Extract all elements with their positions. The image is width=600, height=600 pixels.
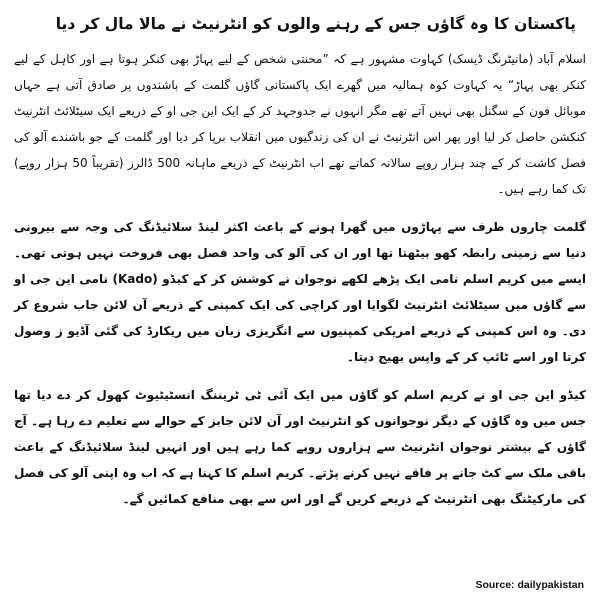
source-credit: Source: dailypakistan: [475, 579, 584, 591]
article-paragraph-3: کیڈو این جی او نے کریم اسلم کو گاؤں میں ایک آئی ٹی ٹریننگ انسٹیٹیوٹ کھول کر دے دیا تھا جس میں وہ گاؤں کے دیگر نوجوانوں کو انٹرنیٹ اور آن لائن جابز کے حوالے سے تعلیم دے رہا ہے۔ آج گاؤں کے بیشتر نوجوان انٹرنیٹ سے ہزاروں روپے کما رہے ہیں اور انہیں لینڈ سلائیڈنگ کے باعث باقی ملک سے کٹ جانے پر فاقے نہیں کرنے پڑتے۔ کریم اسلم کا کہنا ہے کہ اب وہ اپنی آلو کی فصل کی مارکیٹنگ بھی انٹرنیٹ کے ذریعے کریں گے اور اس سے بھی منافع کمائیں گے۔: [14, 388, 586, 506]
article-paragraph-2: گلمت چاروں طرف سے پہاڑوں میں گھرا ہونے کے باعث اکثر لینڈ سلائیڈنگ کی وجہ سے بیرونی دنیا سے زمینی رابطہ کھو بیٹھتا تھا اور ان کی آلو کی واحد فصل بھی فروخت نہیں ہوتی تھی۔ ایسے میں کریم اسلم نامی ایک پڑھے لکھے نوجوان نے کوشش کر کے کیڈو (Kado) نامی این جی او سے گاؤں میں سیٹلائٹ انٹرنیٹ لگوایا اور کراچی کی ایک کمپنی کے ذریعے آن لائن جاب شروع کر دی۔ وہ اس کمپنی کے ذریعے امریکی کمپنیوں سے انگریزی زبان میں ریکارڈ کی گئی آڈیو ز وصول کرتا اور اسے ٹائپ کر کے واپس بھیج دیتا۔: [14, 220, 586, 364]
article-paragraph-1: اسلام آباد (مانیٹرنگ ڈیسک) کہاوت مشہور ہے کہ ”محنتی شخص کے لیے پہاڑ بھی کنکر ہوتا ہے اور کاہل کے لیے کنکر بھی پہاڑ“ یہ کہاوت کوہ ہمالیہ میں گھرے ایک پاکستانی گاؤں گلمت کے باشندوں پر صادق آتی ہے جہاں موبائل فون کے سگنل بھی نہیں آتے تھے مگر انہوں نے جدوجہد کر کے ایک این جی او کے ذریعے ایک سیٹلائٹ انٹرنیٹ کنکشن حاصل کر لیا اور پھر اس انٹرنیٹ نے ان کی زندگیوں میں انقلاب برپا کر دیا اور گلمت کے جو باشندے آلو کی فصل کاشت کر کے چند ہزار روپے سالانہ کماتے تھے اب انٹرنیٹ کے ذریعے ماہانہ 500 ڈالرز (تقریباً 50 ہزار روپے) تک کما رہے ہیں۔: [14, 52, 587, 196]
article-headline: پاکستان کا وہ گاؤں جس کے رہنے والوں کو انٹرنیٹ نے مالا مال کر دیا: [55, 15, 576, 33]
